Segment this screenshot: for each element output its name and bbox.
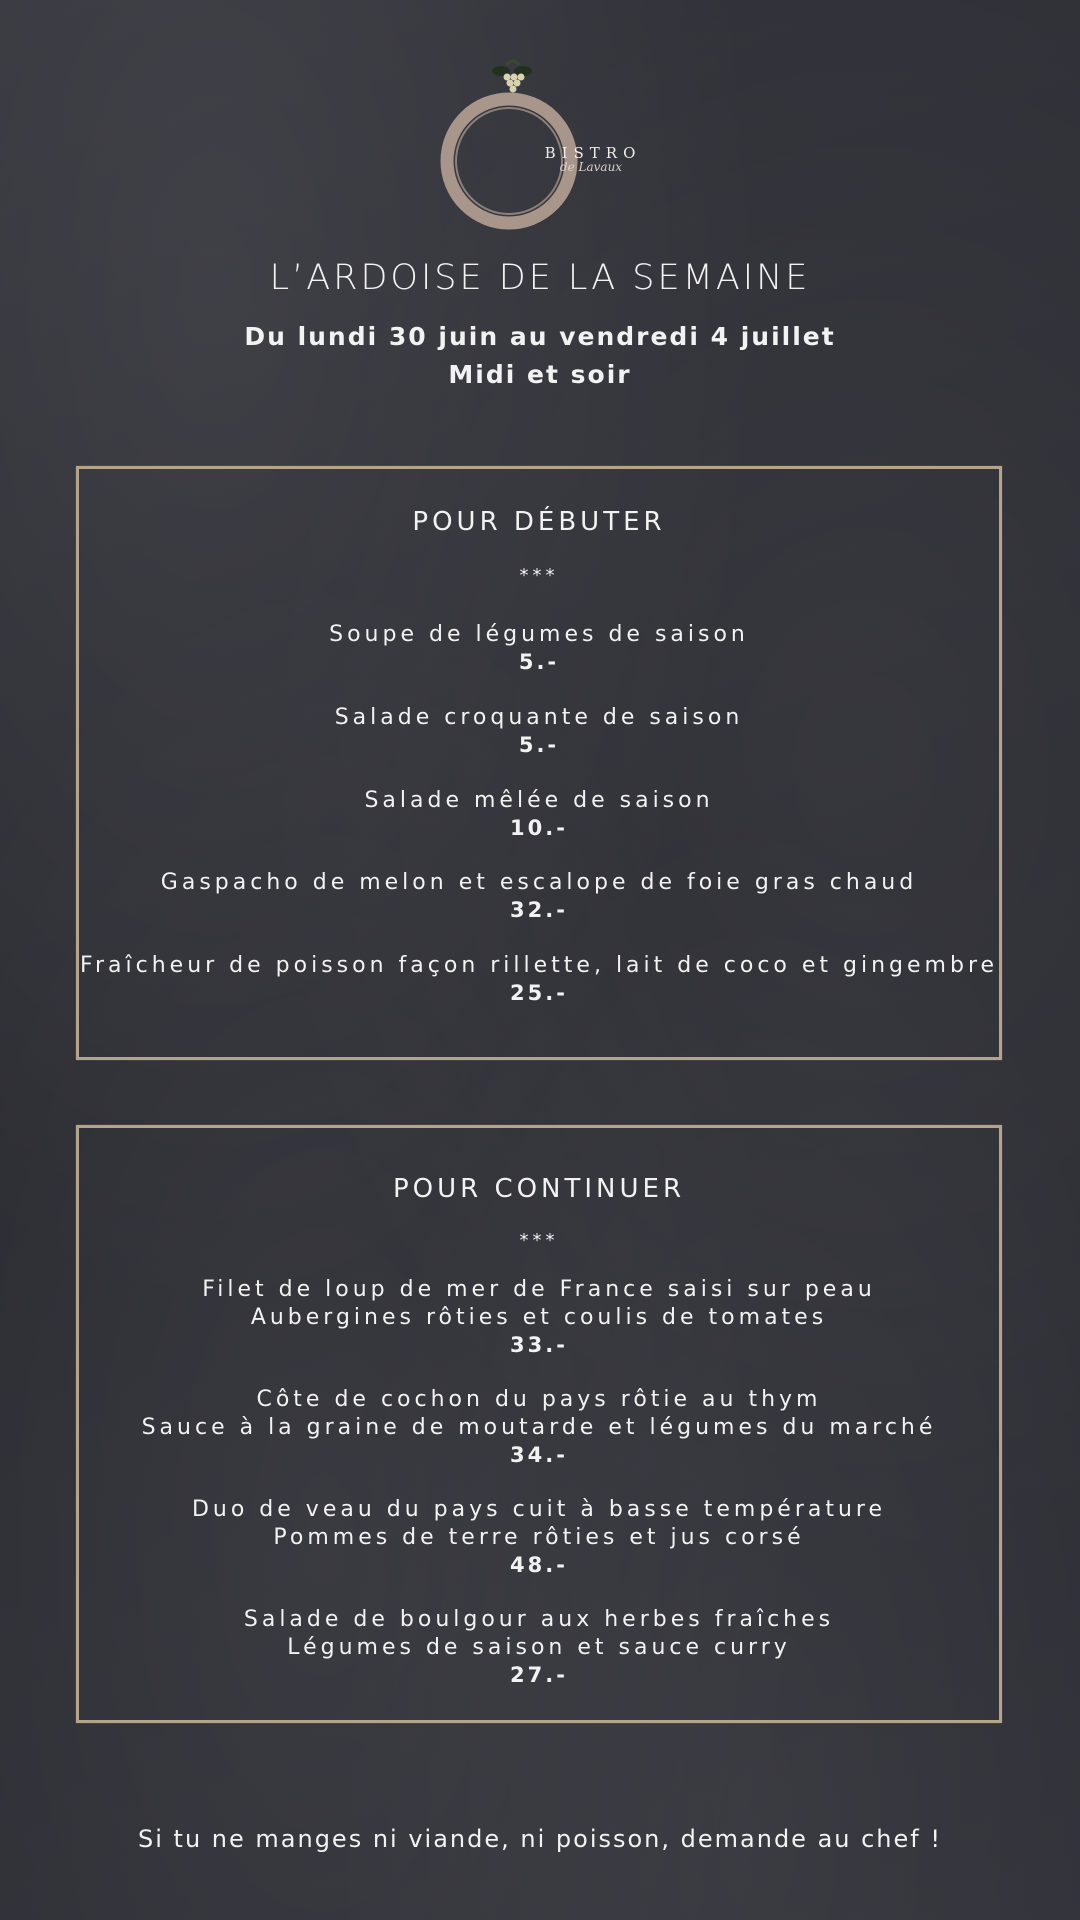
logo-name: BISTRO	[544, 144, 642, 162]
menu-item	[79, 1386, 999, 1468]
mains-divider: ***	[519, 1230, 559, 1251]
menu-item	[79, 1496, 999, 1578]
mains-section	[76, 1125, 1002, 1723]
starters-title: POUR DÉBUTER	[412, 507, 666, 537]
service-times: Midi et soir	[448, 360, 632, 389]
menu-item-price: 48.-	[510, 1553, 568, 1577]
starters-section	[76, 466, 1002, 1060]
logo-script: de Lavaux	[559, 160, 623, 174]
menu-item-name: Fraîcheur de poisson façon rillette, lait de coco et gingembre	[79, 953, 999, 978]
menu-item-name: Salade de boulgour aux herbes fraîches	[243, 1607, 835, 1632]
menu-item-price: 32.-	[510, 898, 568, 922]
menu-item-name: Filet de loup de mer de France saisi sur peau	[202, 1277, 876, 1302]
menu-item	[79, 621, 999, 675]
menu-item-detail: Pommes de terre rôties et jus corsé	[273, 1525, 805, 1550]
menu-item	[79, 1276, 999, 1358]
menu-item-name: Duo de veau du pays cuit à basse température	[191, 1497, 887, 1522]
menu-item-price: 10.-	[510, 816, 568, 840]
menu-item-price: 5.-	[518, 650, 560, 674]
menu-item-name: Salade mêlée de saison	[364, 788, 714, 813]
menu-item	[79, 869, 999, 923]
menu-item-price: 33.-	[510, 1333, 568, 1357]
menu-item-name: Gaspacho de melon et escalope de foie gras chaud	[160, 870, 918, 895]
menu-item-detail: Légumes de saison et sauce curry	[287, 1635, 791, 1660]
date-range	[0, 318, 1080, 394]
page-title: L’ARDOISE DE LA SEMAINE	[269, 258, 811, 298]
bistro-logo	[435, 55, 685, 235]
starters-divider: ***	[519, 565, 559, 586]
menu-item-detail: Aubergines rôties et coulis de tomates	[250, 1305, 828, 1330]
menu-item-name: Salade croquante de saison	[334, 705, 744, 730]
menu-item-price: 25.-	[510, 981, 568, 1005]
menu-item	[79, 952, 999, 1006]
menu-item-price: 27.-	[510, 1663, 568, 1687]
grape-icon	[492, 61, 532, 93]
mains-title: POUR CONTINUER	[392, 1174, 686, 1204]
footer-note: Si tu ne manges ni viande, ni poisson, demande au chef !	[138, 1825, 942, 1853]
menu-item-name: Côte de cochon du pays rôtie au thym	[256, 1387, 822, 1412]
menu-item-price: 5.-	[518, 733, 560, 757]
menu-item-detail: Sauce à la graine de moutarde et légumes du marché	[141, 1415, 937, 1440]
date-range-text: Du lundi 30 juin au vendredi 4 juillet	[244, 322, 836, 351]
menu-item-name: Soupe de légumes de saison	[329, 622, 749, 647]
menu-item	[79, 787, 999, 841]
menu-item	[79, 1606, 999, 1688]
menu-item-price: 34.-	[510, 1443, 568, 1467]
menu-item	[79, 704, 999, 758]
